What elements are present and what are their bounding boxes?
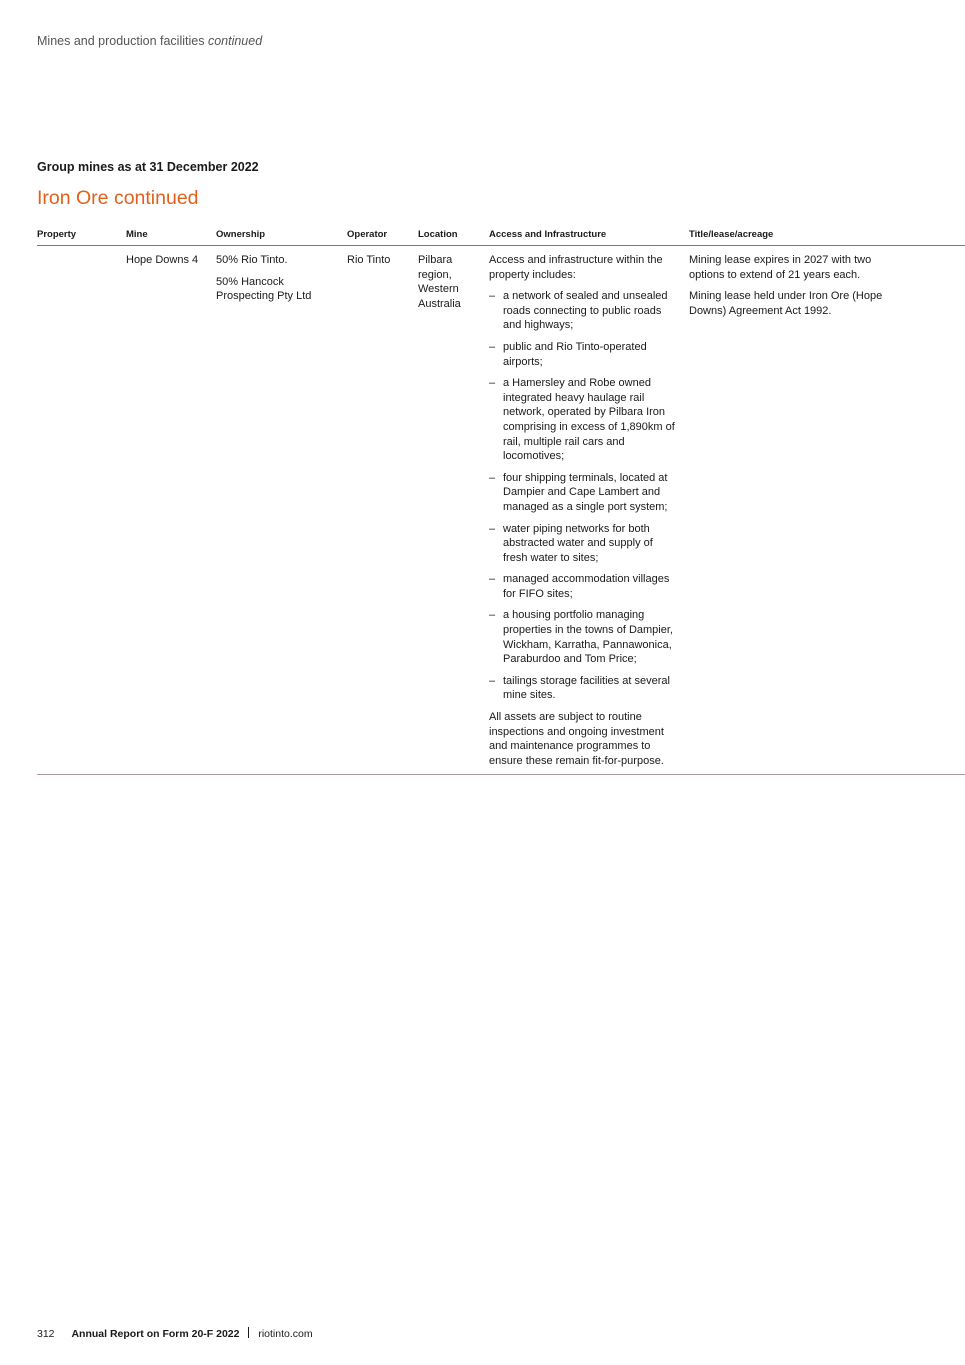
cell-location: Pilbara region, Western Australia [418,254,461,310]
list-item: – water piping networks for both abstracted water and supply of fresh water to sites; [489,522,653,564]
page-number: 312 [37,1328,55,1340]
running-header-suffix: continued [207,34,263,48]
title-lease-line-1: Mining lease expires in 2027 with two options to extend of 21 years each. [689,254,872,281]
section-label: Group mines as at 31 December 2022 [37,160,259,174]
column-header-operator: Operator [347,229,388,240]
column-header-mine: Mine [126,229,148,240]
access-closing: All assets are subject to routine inspections and ongoing investment and maintenance programmes to ensure these remain fit-for-purpose. [489,711,664,767]
list-item: – managed accommodation villages for FIFO sites; [489,573,670,600]
running-header-title: Mines and production facilities [37,34,205,48]
list-item: – tailings storage facilities at several mine sites. [489,674,670,702]
ownership-line-1: 50% Rio Tinto. [216,254,288,266]
footer-separator [248,1327,249,1338]
cell-access-infrastructure [489,253,679,775]
cell-title-lease [689,253,889,325]
column-header-property: Property [37,229,77,240]
ownership-line-2: 50% Hancock Prospecting Pty Ltd [216,275,312,303]
list-item: – a network of sealed and unsealed roads connecting to public roads and highways; [489,290,668,332]
list-item: – public and Rio Tinto-operated airports; [489,340,647,368]
section-title: Iron Ore continued [37,187,199,209]
list-item: – a housing portfolio managing properties in the towns of Dampier, Wickham, Karratha, Pannawonica, Paraburdoo and Tom Price; [489,609,673,666]
list-item: – a Hamersley and Robe owned integrated heavy haulage rail network, operated by Pilbara Iron comprising in excess of 1,890km of rail, multiple rail cars and locomotives; [489,377,675,463]
report-name: Annual Report on Form 20-F 2022 [71,1328,240,1340]
table-header-row [37,229,965,246]
website-link[interactable]: riotinto.com [258,1328,313,1340]
mines-table [37,229,965,775]
cell-mine: Hope Downs 4 [126,254,199,266]
column-header-location: Location [418,229,458,240]
cell-operator: Rio Tinto [347,254,391,266]
page-footer [37,1327,313,1340]
list-item: – four shipping terminals, located at Dampier and Cape Lambert and managed as a single port system; [489,471,668,513]
column-header-ownership: Ownership [216,229,266,240]
running-header [37,34,262,48]
column-header-title-lease: Title/lease/acreage [689,229,774,240]
title-lease-line-2: Mining lease held under Iron Ore (Hope Downs) Agreement Act 1992. [689,290,883,317]
access-list [489,289,679,703]
table-row [37,246,965,775]
column-header-access: Access and Infrastructure [489,229,607,240]
access-intro: Access and infrastructure within the property includes: [489,254,663,281]
cell-ownership [216,253,331,311]
